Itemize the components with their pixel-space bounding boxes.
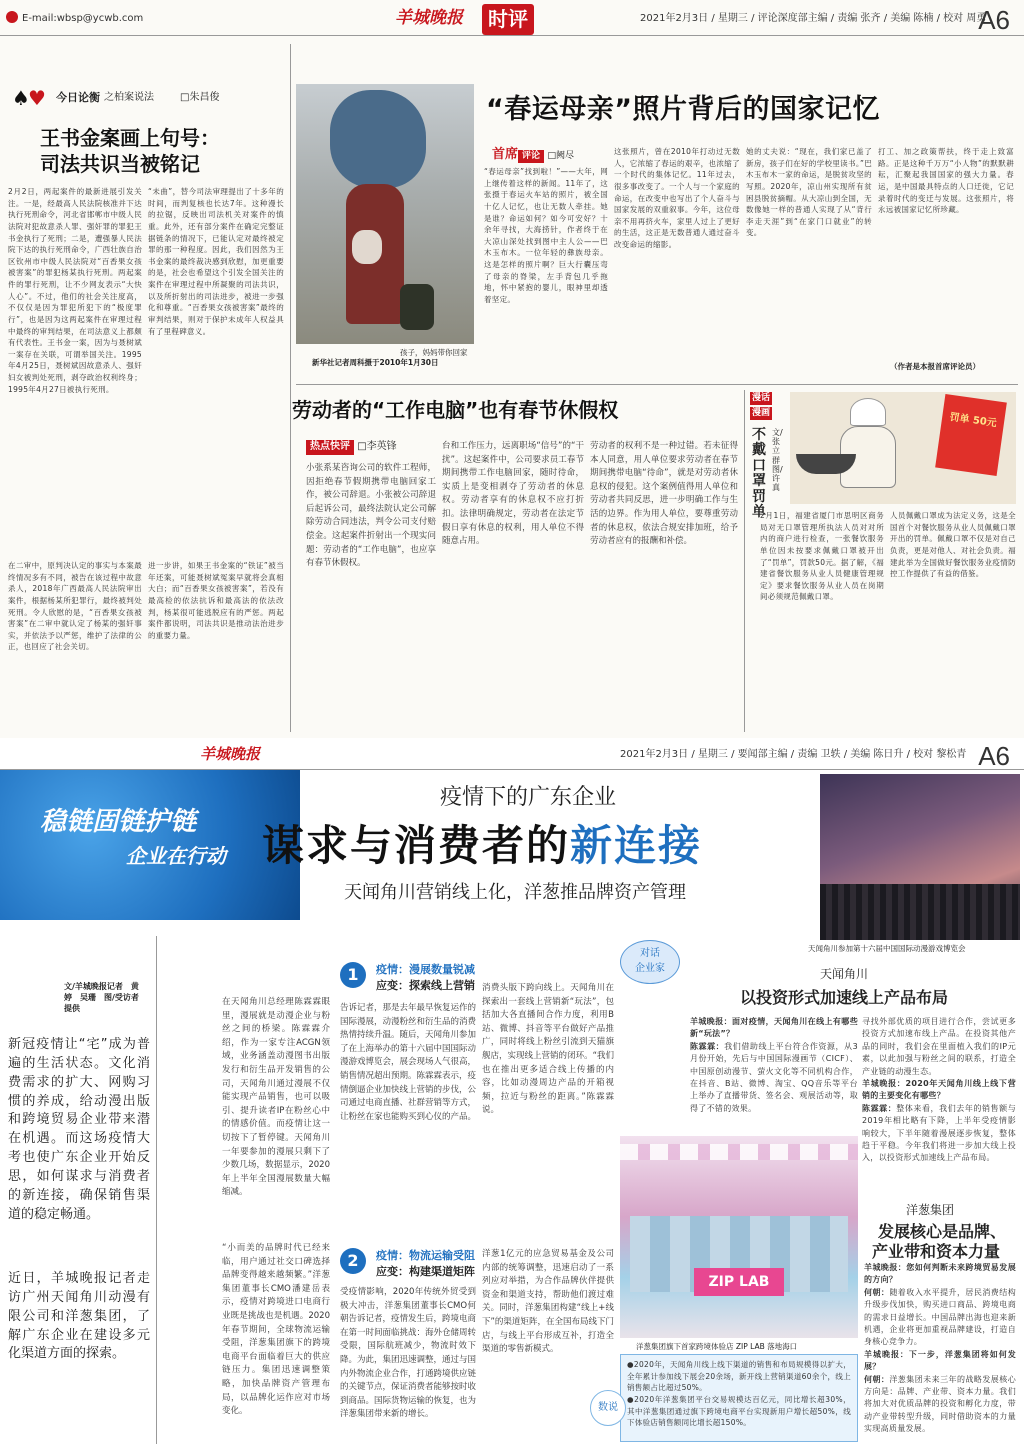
- email-icon: [6, 11, 18, 23]
- yangcong-a2-label: 何朝：: [864, 1374, 890, 1384]
- yangcong-a1: 随着收入水平提升，居民消费结构升级步伐加快，购买进口商品、跨境电商的需求日益增长。中国品牌出海也迎来新机遇，企业将更加重视品牌建设，打造自身核心竞争力。: [864, 1287, 1016, 1347]
- q2-number: 2: [340, 1248, 366, 1274]
- column-title-line1: 王书金案画上句号：: [40, 126, 220, 150]
- tianwen-title: 以投资形式加速线上产品布局: [740, 988, 949, 1007]
- store-photo: [620, 1136, 858, 1338]
- tianwen-q1-label: 羊城晚报：: [690, 1017, 733, 1026]
- banner-line1: 稳链固链护链: [40, 807, 197, 837]
- shouxi-label-a: 首席: [492, 147, 519, 162]
- main-body-1: “春运母亲”找到啦！”——大年，网上继传着这样的新闻。11年了，这张摄于春运火车站的照片，被全国十亿人记忆，也让无数人牵挂。她是谁？命运如何？如今可安好？十余年寻找，大海捞针，作者终于在大凉山深处找到图中主人公——巴木玉布木。一位年轻的彝族母亲。这是怎样的照片啊？巨大行囊压弯了母亲的脊梁，左手背包几乎拖地，怀中紧抱的婴儿，眼神里却透着坚定。: [484, 167, 608, 304]
- store-sign: ZIP LAB: [694, 1268, 784, 1296]
- store-ceiling-lights: [620, 1144, 858, 1160]
- main-body-4: 打工、加之政策帮扶，终于走上致富路。正是这种千万万“小人物”的默默耕耘，汇聚起我国国家的强大力量。春运，是中国最具特点的人口迁徙，它记录着时代的变迁与发展。这张照片，将永远被国家记忆所珍藏。: [878, 147, 1014, 215]
- tianwen-a1-label: 陈霖霖：: [690, 1041, 725, 1051]
- yangcong-q1: 您如何判断未来跨境贸易发展的方向？: [864, 1263, 1016, 1285]
- dialog-badge-b: 企业家: [635, 962, 665, 974]
- body-col-f: 洋葱1亿元的应急贸易基金及公司内部的统筹调整，迅速启动了一系列应对举措，为合作品牌伙伴提供资金和渠道支持，帮助他们渡过难关。同时，洋葱集团构建“线上+线下”的渠道矩阵，在全国布局线下门店，与线上平台形成互补，打造全渠道的零售新模式。: [482, 1249, 614, 1355]
- column-body-c: 在二审中，原判决认定的事实与本案最终情况多有不同，被告在该过程中故意杀人，2018年广西最高人民法院审出案件，根据杨某所犯罪行，最终被判处死刑。令人欣慰的是，“百香果女孩被害案”在二审中就认定了杨某的强奸事实，并依法予以严惩，维护了法律的公正，也回应了社会关切。: [8, 561, 142, 652]
- lede-divider: [156, 936, 157, 1444]
- chef-hat: [850, 398, 886, 426]
- lede: 新冠疫情让“宅”成为普遍的生活状态。文化消费需求的扩大、网购习惯的养成，给动漫出版和跨境贸易企业带来潜在机遇。而这场疫情大考也使广东企业开始反思，如何谋求与消费者的新连接，确保销售渠道的稳定畅通。: [8, 1037, 150, 1222]
- labor-body-b: 台和工作压力，远离职场“信号”的“干扰”。这起案件中，公司要求员工春节期间携带工作电脑回家，随时待命，实质上是变相剥夺了劳动者的休息权。劳动者享有的休息权不应打折扣。法律明确规定，劳动者在法定节假日享有休息的权利，用人单位不得随意占用。: [442, 441, 584, 547]
- baby-figure: [352, 230, 382, 264]
- yangcong-kicker: 洋葱集团: [906, 1203, 955, 1217]
- comic-author: 文/张立群 图/许真: [772, 428, 788, 493]
- labor-title: 劳动者的“工作电脑”也有春节休假权: [292, 398, 619, 422]
- main-body-3: 她的丈夫说：“现在，我们家已盖了新房，孩子们在好的学校里读书。”巴木玉布木一家的命运，是脱贫攻坚的写照。2020年，凉山州实现所有贫困县脱贫摘帽。从大凉山到全国，无数像她一样的普通人实现了从“背行李走天涯”到“在家门口就业”的转变。: [746, 147, 872, 238]
- store-caption: 洋葱集团旗下首家跨境体验店 ZIP LAB 落地海口: [636, 1342, 798, 1351]
- tianwen-a2: 整体来看，我们去年的销售额与2019年相比略有下降，上半年受疫情影响较大，下半年随着漫展逐步恢复，整体趋于平稳。今年我们将进一步加大线上投入，以投资形式加速线上产品布局。: [862, 1103, 1016, 1163]
- brand-logo-bottom: 羊城晚报: [200, 745, 261, 763]
- enterprise-header: [0, 740, 1024, 770]
- tianwen-q1: 面对疫情，天闻角川在线上有哪些新“玩法”？: [690, 1017, 858, 1039]
- subtitle: 天闻角川营销线上化，洋葱推品牌资产管理: [344, 882, 686, 903]
- yangcong-a2: 洋葱集团未来三年的战略发展核心方向是：品牌、产业带、资本力量。我们将加大对优质品牌的投资和孵化力度，带动产业带转型升级，同时借助资本的力量实现高质量发展。: [864, 1374, 1016, 1434]
- tianwen-col2: [862, 1016, 1016, 1196]
- yangcong-a1-label: 何朝：: [864, 1287, 890, 1297]
- data-point-1: ●2020年，天闻角川线上线下渠道的销售和布局规模得以扩大，全年累计参加线下展会20余场，新开线上营销渠道60余个，线上销售额占比超过50%。: [627, 1360, 851, 1393]
- shouxi-label: [492, 146, 574, 165]
- headline-part1: 谋求与消费者的: [262, 821, 571, 870]
- spade-icon: ♠: [12, 86, 30, 110]
- page-number-bottom: A6: [978, 741, 1010, 771]
- fine-ticket-text: 罚单 50元: [948, 411, 998, 430]
- column-divider: [290, 44, 291, 732]
- data-badge: 数说: [590, 1390, 626, 1426]
- comic-title: 不戴口罩罚单: [752, 427, 766, 520]
- photo-caption: 孩子，妈妈带你回家: [400, 348, 468, 357]
- kicker-label: 今日论衡: [56, 91, 100, 104]
- main-author: （作者是本报首席评论员）: [890, 362, 980, 371]
- expo-crowd: [820, 884, 1020, 940]
- tianwen-a2-label: 陈霖霖：: [862, 1103, 897, 1113]
- header-info-bottom: 2021年2月3日 / 星期三 / 要闻部主编 / 责编 卫轶 / 美编 陈日升 / 校对 黎松青: [620, 749, 967, 760]
- page-number: A6: [978, 5, 1010, 35]
- main-body-2: 这张照片，曾在2010年打动过无数人，它浓缩了春运的艰辛，也浓缩了一个时代的集体记忆。11年过去，很多事改变了。一个人与一个家庭的命运，在改变中也写出了个人奋斗与国家发展的双重叙事。今年，这位母亲不用再挤火车，家里人过上了更好的生活，这正是无数普通人通过奋斗改变命运的缩影。: [614, 147, 740, 249]
- spring-mother-photo: [296, 84, 474, 344]
- yangcong-q1-label: 羊城晚报：: [864, 1263, 907, 1272]
- bag-figure: [400, 284, 434, 330]
- labor-tag: 热点快评: [306, 440, 354, 455]
- tianwen-col2-text: 寻找外部优质的项目进行合作，尝试更多投资方式加速布线上产品。在投资其他产品的同时，我们会在里面植入我们的IP元素，以此加强与粉丝之间的联系，打造全产业链的动漫生态。: [862, 1017, 1016, 1076]
- heart-icon: ♥: [28, 86, 46, 110]
- body-col-c: 消费头版下跨向线上。天闻角川在探索出一套线上营销新“玩法”，包括加大各直播间合作力度，利用B站、微博、抖音等平台做好产品推广，同时将线上粉丝引流到天猫旗舰店，实现线上营销的闭环。“我们也在推出更多适合线上传播的内容，比如动漫周边产品的开箱视频，拉近与粉丝的距离。”陈霖霖说。: [482, 983, 614, 1116]
- lede2: 近日，羊城晚报记者走访广州天闻角川动漫有限公司和洋葱集团，了解广东企业在建设多元化渠道方面的探索。: [8, 1271, 150, 1362]
- column-body-a: 2月2日，两起案件的最新进展引发关注。一是，经最高人民法院核准并下达执行死刑命令，河北省邯郸市中级人民法院对犯故意杀人罪、强奸罪的罪犯王书金执行了死刑；二是，遭强暴人民法院下达的执行死刑命令，广西壮族自治区钦州市中级人民法院对“百香果女孩被害案”的罪犯杨某执行死刑。两起案件的罪行死刑，让不少网友表示“大快人心”。不过，他们的社会关注度高，不仅仅是因为罪犯所犯下的“极度罪行”，也是因为这两起案件在审理过程中最终的审判结果，在司法意义上都颇有代表性。王书金一案，因为与聂树斌一案存在关联，可谓举国关注。1995年4月25日，聂树斌因故意杀人、强奸妇女被判处死刑，剥夺政治权利终身；1995年4月27日被执行死刑。: [8, 187, 142, 394]
- body-col-d: “小而美的品牌时代已经来临，用户通过社交口碑选择品牌变得越来越频繁。”洋葱集团董事长CMO潘建岳表示，疫情对跨境进口电商行业既是挑战也是机遇。2020年春节期间，全球物流运输受阻，洋葱集团旗下的跨境电商平台面临着巨大的供应链压力。集团迅速调整策略，加快品牌资产管理布局，以品牌化运作应对市场变化。: [222, 1243, 330, 1417]
- labor-tagline: [306, 440, 397, 455]
- dialog-badge-a: 对话: [640, 948, 660, 959]
- body-col-a: 在天闻角川总经理陈霖霖眼里，漫展就是动漫企业与粉丝之间的桥梁。陈霖霖介绍，作为一家专注ACGN领域，业务涵盖动漫图书出版发行和衍生品开发销售的公司，天闻角川通过漫展不仅能实现产品销售，也可以吸引、提升读者IP在粉丝心中的情感价值。而疫情让这一切按下了暂停键。天闻角川一年要参加的漫展只剩下了少数几场，数据显示，2020年上半年全国漫展数量大幅缩减。: [222, 997, 330, 1198]
- dialog-badge: [620, 940, 680, 984]
- q1-label-a: 疫情：漫展数量锐减: [376, 963, 475, 976]
- byline: □朱昌俊: [180, 92, 220, 103]
- tianwen-q2: 2020年天闻角川线上线下营销的主要变化有哪些？: [862, 1078, 1016, 1101]
- q1-number: 1: [340, 962, 366, 988]
- column-kicker: [8, 86, 288, 108]
- labor-body-a: 小张系某咨询公司的软件工程师，因拒绝春节假期携带电脑回家工作，被公司辞退。小张被公司辞退后起诉公司，最终法院认定公司解除劳动合同违法，判令公司支付赔偿金。这起案件折射出一个现实问题：劳动者的“工作电脑”，也应享有春节休假权。: [306, 463, 436, 569]
- tianwen-kicker: 天闻角川: [820, 967, 869, 981]
- section-badge: 时评: [482, 4, 534, 35]
- shouxi-byline: □阙尽: [547, 151, 575, 161]
- kicker-sub: 之柏案说法: [104, 92, 154, 103]
- labor-byline: □李英锋: [357, 441, 397, 452]
- campaign-banner: [0, 770, 300, 920]
- headline: [262, 816, 702, 877]
- fine-ticket: [935, 394, 1007, 476]
- q2-label-b: 应变：构建渠道矩阵: [376, 1265, 475, 1278]
- luggage-bundle: [330, 90, 426, 188]
- reporters: 文/羊城晚报记者 黄婷 吴珊 图/受访者提供: [64, 982, 139, 1013]
- comic-body-a: 2月1日，福建省厦门市思明区商务局对无口罩管理所执法人员对对所内的商户进行检查，一张餐饮服务单位因未按要求佩戴口罩被开出了“罚单”，罚款50元。据了解，《福建省餐饮服务从业人员健康管理规定》要求餐饮服务从业人员在岗期间必须规范佩戴口罩。: [760, 511, 884, 602]
- q1-label-b: 应变：探索线上营销: [376, 979, 475, 992]
- shouxi-label-b: 评论: [518, 150, 544, 163]
- yangcong-q2: 下一步，洋葱集团将如何发展？: [864, 1349, 1016, 1372]
- tianwen-a1: 我们借助线上平台符合作资源，从3月份开始，先后与中国国际漫画节（CICF）、中国原创动漫节、萤火文化等不同机构合作，在抖音、B站、微博、淘宝、QQ音乐等平台上举办了直播带货、签名会、观展活动等，取得了不错的效果。: [690, 1041, 858, 1113]
- comic-label-b: 漫画: [750, 407, 772, 420]
- kicker: 疫情下的广东企业: [440, 785, 617, 810]
- comic-label: [750, 392, 772, 420]
- body-col-e: 受疫情影响，2020年传统外贸受到极大冲击，洋葱集团董事长CMO何朝告诉记者，疫情发生后，跨境电商在第一时间面临挑战：海外仓储周转受限，国际航班减少，物流时效下降。为此，集团迅速调整，通过与国内外物流企业合作，打通跨境供应链的关键节点，保证消费者能够按时收到商品。国际货物运输的恢复，也为洋葱集团带来新的增长。: [340, 1287, 476, 1420]
- data-box: [620, 1354, 858, 1442]
- headline-part2: 新连接: [570, 821, 703, 870]
- data-point-2: ●2020年洋葱集团平台交易规模达百亿元，同比增长超30%，其中洋葱集团通过旗下跨境电商平台实现新用户增长超50%，线下体验店销售额同比增长超150%。: [627, 1394, 851, 1428]
- yangcong-title-2: 产业带和资本力量: [872, 1242, 1001, 1261]
- column-body-d: 进一步讲，如果王书金案的“铁证”被当年还案，可能聂树斌冤案早就将会真相大白；而“百香果女孩被害案”，若没有最高检的依法抗诉和最高法的依法改判，杨某很可能逃脱应有的严惩。两起案件都说明，司法共识是推动法治进步的重要力量。: [148, 561, 284, 640]
- brand-logo: 羊城晚报: [395, 8, 463, 28]
- section-divider: [296, 384, 1018, 385]
- column-body-b: “未曲”，替今司法审理提出了十多年的时间，而判复核也长达7年。这种漫长的拉锯，反映出司法机关对案件的慎重。此外，还有部分案件在确定完整证据链条的情况下，已能认定对最终被定罪的那一种程度。因此，我们因然为王书金案的最终裁决感到欣慰，加更重要的是，社会也希望这个引发全国关注的案件在审理过程中所凝聚的司法共识，以及所折射出的司法进步，被进一步强化和尊重。“百香果女孩被害案”最终的审判结果，则对于保护未成年人权益具有了里程碑意义。: [148, 187, 284, 336]
- header-info: 2021年2月3日 / 星期三 / 评论深度部主编 / 责编 张齐 / 美编 陈楠 / 校对 周勇: [640, 13, 987, 24]
- q2-label-a: 疫情：物流运输受阻: [376, 1249, 475, 1262]
- tianwen-q2-label: 羊城晚报：: [862, 1078, 906, 1088]
- enterprise-page: [0, 740, 1024, 1446]
- header-email[interactable]: E-mail:wbsp@ycwb.com: [22, 13, 144, 24]
- photo-credit: 新华社记者周科摄于2010年1月30日: [312, 358, 439, 367]
- opinion-header: [0, 0, 1024, 36]
- labor-body-c: 劳动者的权利不是一种过错。若未征得本人同意，用人单位要求劳动者在春节期间携带电脑“待命”，就是对劳动者休息权的侵犯。这个案例值得用人单位和劳动者共同反思，进一步明确工作与生活的边界。作为用人单位，要尊重劳动者的休息权，依法合规安排加班，给予劳动者应有的报酬和补偿。: [590, 441, 738, 547]
- main-title: “春运母亲”照片背后的国家记忆: [486, 94, 880, 125]
- body-col-b: 告诉记者，那是去年最早恢复运作的国际漫展，动漫粉丝和衍生品的消费热情持续升温。随后，天闻角川参加了在上海举办的第十六届中国国际动漫游戏博览会，展会现场人气很高，销售情况超出预期。陈霖霖表示，疫情倒逼企业加快线上营销的步伐，公司通过电商直播、社群营销等方式，让粉丝在家也能购买到心仪的产品。: [340, 1003, 476, 1122]
- banner-line2: 企业在行动: [126, 844, 226, 868]
- yangcong-qa: [864, 1262, 1016, 1442]
- column-title-line2: 司法共识当被铭记: [40, 152, 200, 176]
- comic-divider: [744, 390, 745, 732]
- comic-illustration: [790, 392, 1016, 504]
- yangcong-q2-label: 羊城晚报：: [864, 1349, 909, 1359]
- yangcong-title-1: 发展核心是品牌、: [878, 1222, 1007, 1241]
- comic-label-a: 漫话: [750, 392, 772, 405]
- expo-photo: [820, 774, 1020, 940]
- expo-caption: 天闻角川参加第十六届中国国际动漫游戏博览会: [808, 944, 966, 953]
- comic-body-b: 人员佩戴口罩成为法定义务，这是全国首个对餐饮服务从业人员佩戴口罩开出的罚单。佩戴口罩不仅是对自己负责，更是对他人、对社会负责。福建此举为全国做好餐饮服务业疫情防控工作提供了有益的借鉴。: [890, 511, 1016, 579]
